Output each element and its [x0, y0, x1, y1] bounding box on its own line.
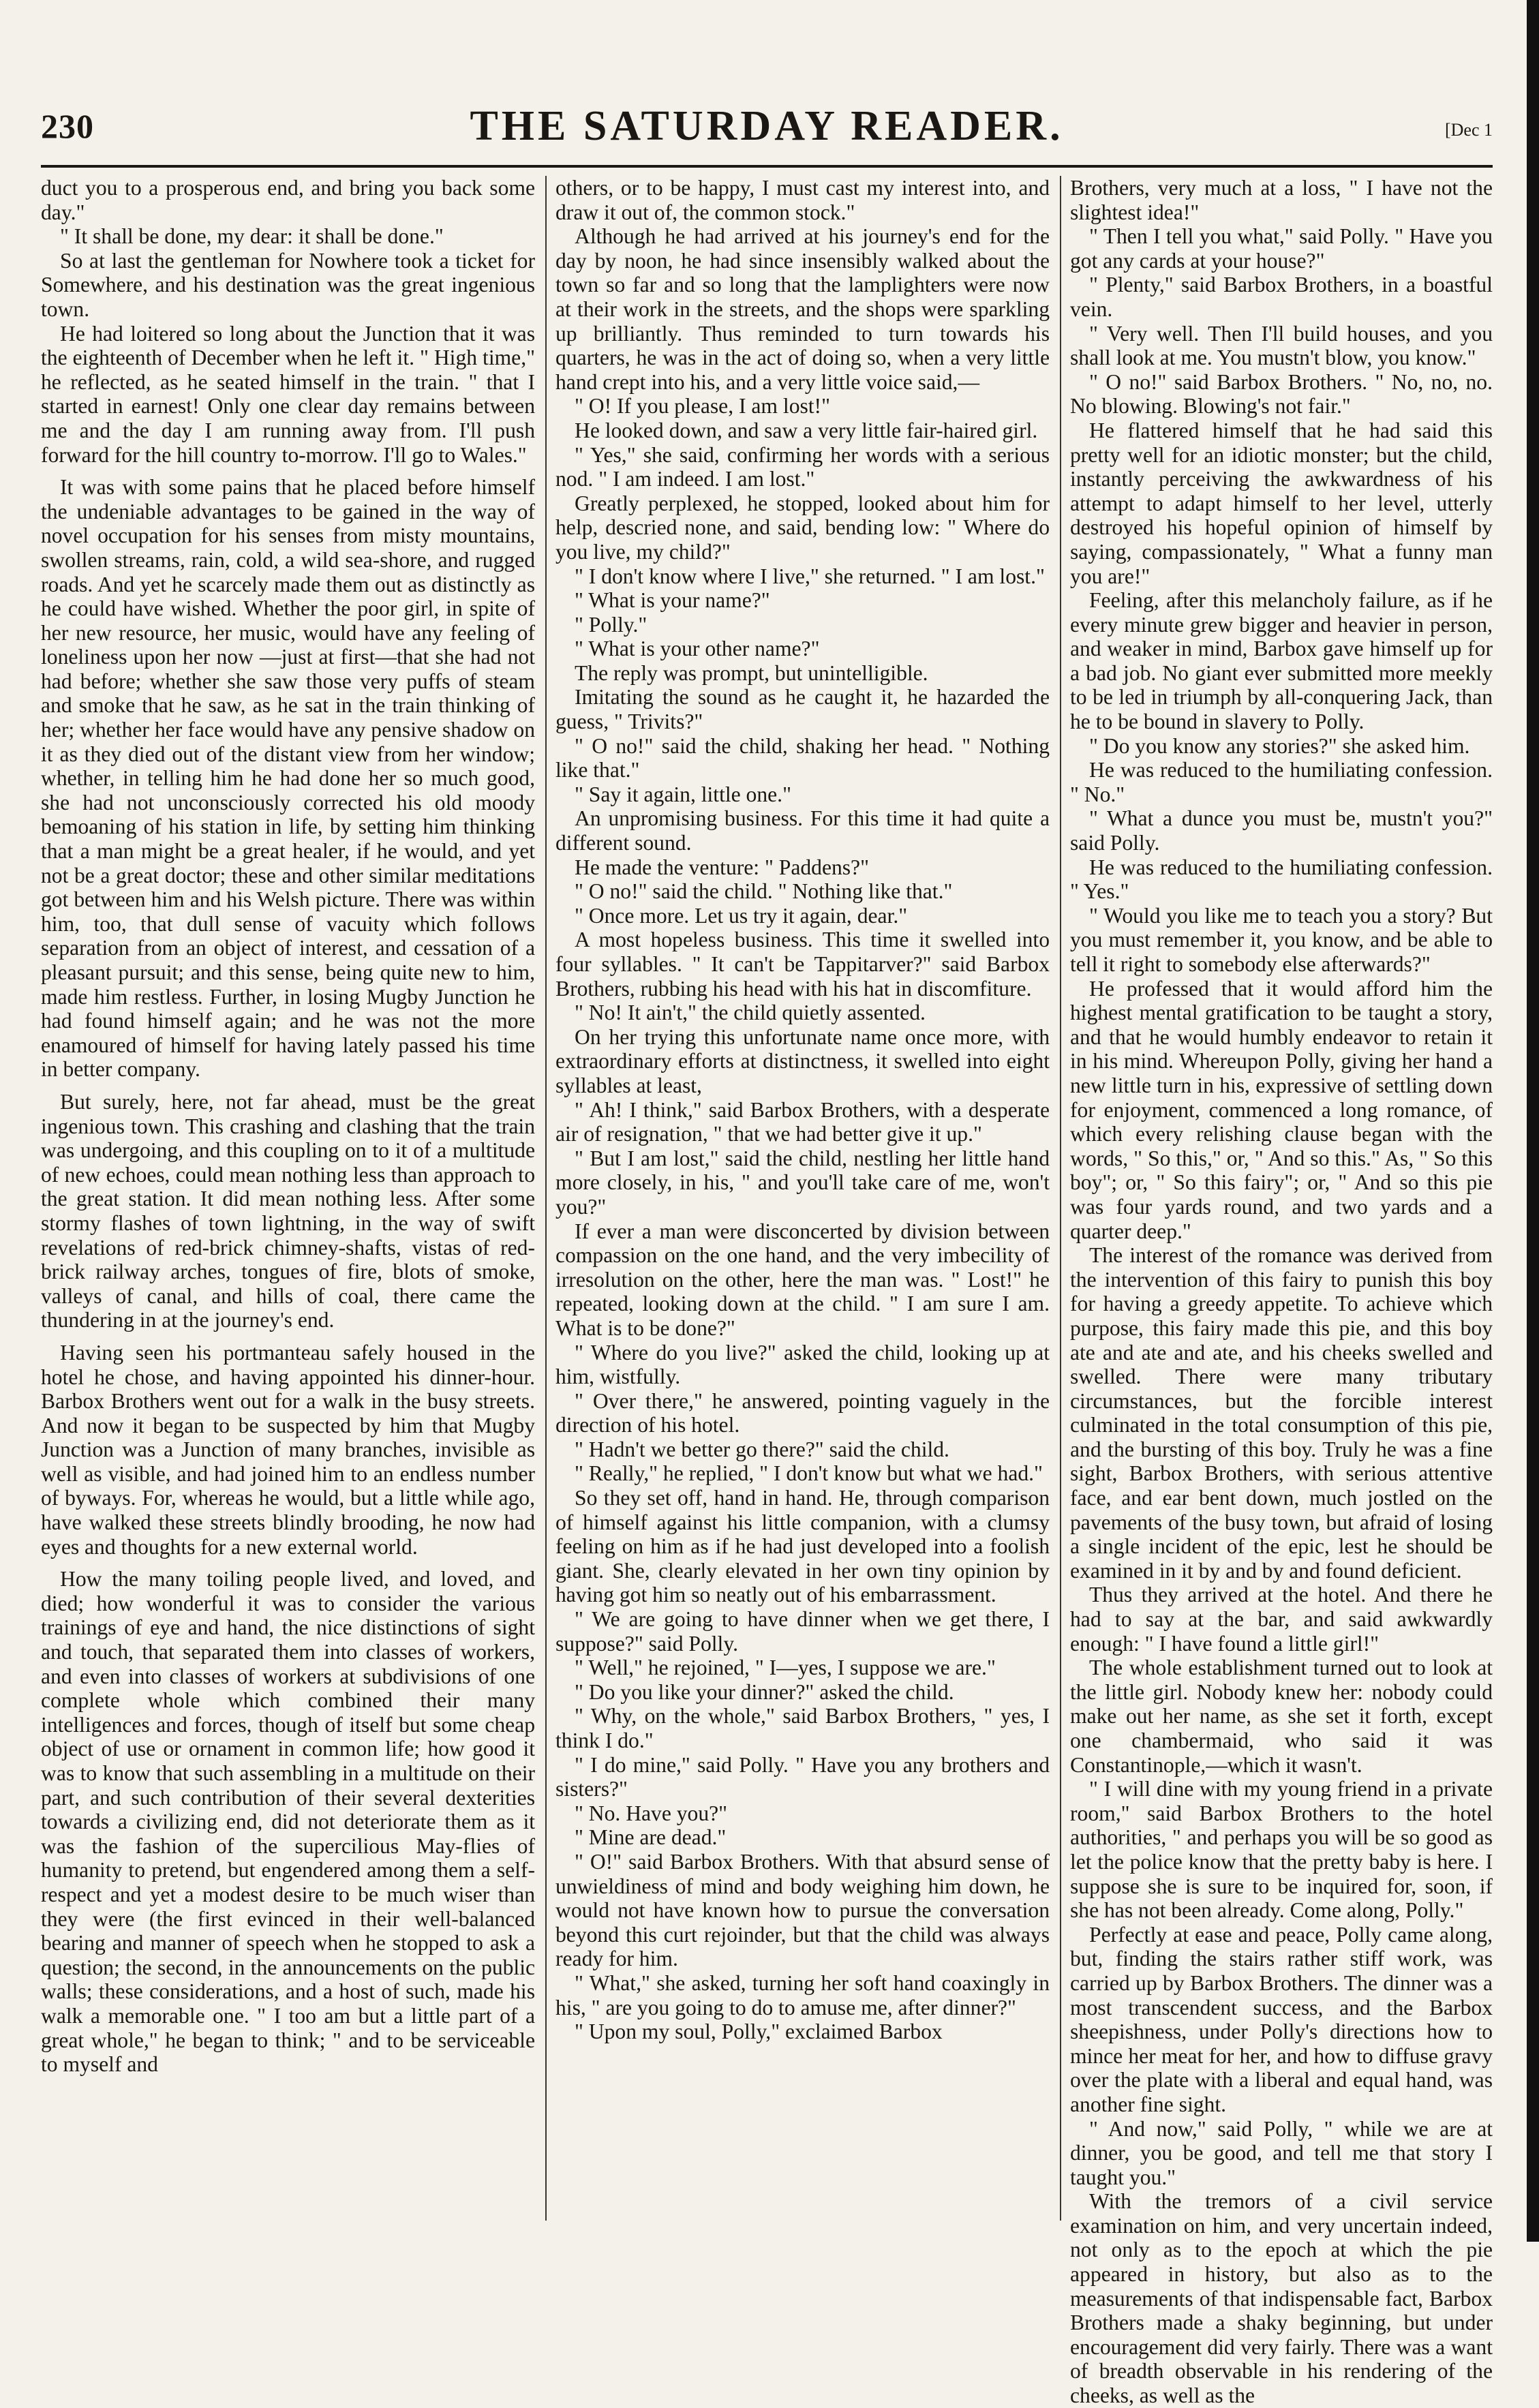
paragraph: " Upon my soul, Polly," exclaimed Barbox	[575, 2020, 943, 2044]
paragraph: Imitating the sound as he caught it, he hazarded the guess, " Trivits?"	[555, 685, 1050, 734]
paragraph: " No! It ain't," the child quietly assented.	[575, 1001, 926, 1025]
paragraph: " I will dine with my young friend in a private room," said Barbox Brothers to the hotel authorities, " and perhaps you will be so good as let the police know that the pretty baby is here. I suppose she is sure to be inquired for, soon, if she has not been already. Come along, Polly."	[1070, 1777, 1493, 1923]
paragraph: " And now," said Polly, " while we are at dinner, you be good, and tell me that story I taught you."	[1070, 2116, 1493, 2189]
paragraph: " Really," he replied, " I don't know but what we had."	[575, 1461, 1043, 1486]
column-2	[555, 176, 1050, 2221]
paragraph: " Do you like your dinner?" asked the child.	[575, 1679, 954, 1704]
paragraph: " No. Have you?"	[575, 1801, 728, 1825]
paragraph: " O!" said Barbox Brothers. With that absurd sense of unwieldiness of mind and body weighing him down, he would not have known how to pursue the conversation beyond this curt rejoinder, but that the child was always ready for him.	[555, 1849, 1050, 1971]
page-header	[41, 102, 1493, 157]
paragraph: " Over there," he answered, pointing vaguely in the direction of his hotel.	[555, 1388, 1050, 1437]
paragraph: Thus they arrived at the hotel. And there he had to say at the bar, and said awkwardly enough: " I have found a little girl!"	[1070, 1583, 1493, 1656]
paragraph: " Why, on the whole," said Barbox Brothers, " yes, I think I do."	[555, 1704, 1050, 1752]
paragraph: Having seen his portmanteau safely housed in the hotel he chose, and having appointed his dinner-hour. Barbox Brothers went out for a walk in the busy streets. And now it began to be suspected by him that Mugby Junction was a Junction of many branches, invisible as well as visible, and had joined him to an endless number of byways. For, whereas he would, but a little while ago, have walked these streets blindly brooding, he now had eyes and thoughts for a new external world.	[41, 1340, 535, 1559]
paragraph: It was with some pains that he placed before himself the undeniable advantages to be gained in the way of novel occupation for his senses from misty mountains, swollen streams, rain, cold, a wild sea-shore, and rugged roads. And yet he scarcely made them out as distinctly as he could have wished. Whether the poor girl, in spite of her new resource, her music, would have any feeling of loneliness upon her now —just at first—that she had not had before; whether she saw those very puffs of steam and smoke that he saw, as he sat in the train thinking of her; whether her face would have any pensive shadow on it as they died out of the distant view from her window; whether, in telling him he had done her so much good, she had not unconsciously corrected his old moody bemoaning of his station in life, by setting him thinking that a man might be a great healer, if he would, and yet not be a great doctor; these and other similar meditations got between him and his Welsh picture. There was within him, too, that dull sense of vacuity which follows separation from an object of interest, and cessation of a pleasant pursuit; and this sense, being quite new to him, made him restless. Further, in losing Mugby Junction he had found himself again; and he was not the more enamoured of himself for having lately passed his time in better company.	[41, 475, 535, 1082]
scan-edge-bar	[1527, 0, 1539, 2242]
paragraph: Feeling, after this melancholy failure, as if he every minute grew bigger and heavier in person, and weaker in mind, Barbox gave himself up for a bad job. No giant ever submitted more meekly to be led in triumph by all-conquering Jack, than he to be bound in slavery to Polly.	[1070, 588, 1493, 734]
header-rule	[41, 165, 1493, 168]
paragraph: The interest of the romance was derived from the intervention of this fairy to punish this boy for having a greedy appetite. To achieve which purpose, this fairy made this pie, and this boy ate and ate and ate, and his cheeks swelled and swelled. There were many tributary circumstances, but the forcible interest culminated in the total consumption of this pie, and the bursting of this boy. Truly he was a fine sight, Barbox Brothers, with serious attentive face, and ear bent down, much jostled on the pavements of the busy town, but afraid of losing a single incident of the epic, lest he should be examined in it by and by and found deficient.	[1070, 1243, 1493, 1583]
paragraph: He flattered himself that he had said this pretty well for an idiotic monster; but the child, instantly perceiving the awkwardness of his attempt to adapt himself to her level, utterly destroyed his hopeful opinion of himself by saying, compassionately, " What a funny man you are!"	[1070, 418, 1493, 588]
paragraph: " I don't know where I live," she returned. " I am lost."	[575, 564, 1045, 588]
paragraph: How the many toiling people lived, and loved, and died; how wonderful it was to consider the various trainings of eye and hand, the nice distinctions of sight and touch, that separated them into classes of workers, and even into classes of workers at subdivisions of one complete whole which combined their many intelligences and forces, though of itself but some cheap object of use or ornament in common life; how good it was to know that such assembling in a multitude on their part, and such contribution of their several dexterities towards a civilizing end, did not deteriorate them as it was the fashion of the supercilious May-flies of humanity to pretend, but engendered among them a self-respect and yet a modest desire to be much wiser than they were (the first evinced in their well-balanced bearing and manner of speech when he stopped to ask a question; the second, in the announcements on the public walls; these considerations, and a host of such, made his walk a memorable one. " I too am but a little part of a great whole," he began to think; " and to be serviceable to myself and	[41, 1567, 535, 2077]
column-divider	[545, 176, 547, 2221]
paragraph: But surely, here, not far ahead, must be the great ingenious town. This crashing and clashing that the train was undergoing, and this coupling on to it of a multitude of new echoes, could mean nothing less than approach to the great station. It did mean nothing less. After some stormy flashes of town lightning, in the way of swift revelations of red-brick chimney-shafts, vistas of red-brick railway arches, tongues of fire, blots of smoke, valleys of canal, and hills of coal, there came the thundering in at the journey's end.	[41, 1089, 535, 1332]
paragraph: " O no!" said Barbox Brothers. " No, no, no. No blowing. Blowing's not fair."	[1070, 369, 1493, 418]
column-3	[1070, 176, 1493, 2408]
paragraph: " O no!" said the child. " Nothing like that."	[575, 879, 953, 904]
paragraph: " Then I tell you what," said Polly. " Have you got any cards at your house?"	[1070, 224, 1493, 273]
paragraph: Brothers, very much at a loss, " I have not the slightest idea!"	[1070, 176, 1493, 224]
paragraph: others, or to be happy, I must cast my interest into, and draw it out of, the common stock."	[555, 176, 1050, 224]
paragraph: " Polly."	[575, 612, 647, 637]
paragraph: duct you to a prosperous end, and bring you back some day."	[41, 176, 535, 224]
paragraph: Perfectly at ease and peace, Polly came along, but, finding the stairs rather stiff work, was carried up by Barbox Brothers. The dinner was a most transcendent success, and the Barbox sheepishness, under Polly's directions how to mince her meat for her, and how to diffuse gravy over the plate with a liberal and equal hand, was another fine sight.	[1070, 1922, 1493, 2116]
paragraph: " Very well. Then I'll build houses, and you shall look at me. You mustn't blow, you know."	[1070, 321, 1493, 370]
paragraph: The whole establishment turned out to look at the little girl. Nobody knew her: nobody could make out her name, as she set it forth, except one chambermaid, who said it was Constantinople,—which it wasn't.	[1070, 1656, 1493, 1777]
paragraph: " O! If you please, I am lost!"	[575, 394, 830, 418]
paragraph: A most hopeless business. This time it swelled into four syllables. " It can't be Tappitarver?" said Barbox Brothers, rubbing his head with his hat in discomfiture.	[555, 928, 1050, 1001]
paragraph: " What is your name?"	[575, 588, 770, 613]
paragraph: He was reduced to the humiliating confession. " No."	[1070, 758, 1493, 806]
paragraph: " But I am lost," said the child, nestling her little hand more closely, in his, " and you'll take care of me, won't you?"	[555, 1146, 1050, 1219]
paragraph: He professed that it would afford him the highest mental gratification to be taught a story, and that he would humbly endeavor to retain it in his mind. Whereupon Polly, giving her hand a new little turn in his, expressive of settling down for enjoyment, commenced a long romance, of which every relishing clause began with the words, " So this," or, " And so this." As, " So this boy"; or, " So this fairy"; or, " And so this pie was four yards round, and two yards and a quarter deep."	[1070, 976, 1493, 1243]
paragraph: " I do mine," said Polly. " Have you any brothers and sisters?"	[555, 1752, 1050, 1801]
paragraph: " Where do you live?" asked the child, looking up at him, wistfully.	[555, 1340, 1050, 1389]
paragraph: " What," she asked, turning her soft hand coaxingly in his, " are you going to do to amuse me, after dinner?"	[555, 1970, 1050, 2020]
paragraph: " Well," he rejoined, " I—yes, I suppose we are."	[575, 1656, 996, 1680]
header-date: [Dec 1	[1444, 120, 1493, 140]
paragraph: " O no!" said the child, shaking her head. " Nothing like that."	[555, 733, 1050, 782]
paragraph: " Once more. Let us try it again, dear."	[575, 903, 908, 928]
text-columns	[41, 176, 1493, 2408]
paragraph: He had loitered so long about the Junction that it was the eighteenth of December when he left it. " High time," he reflected, as he seated himself in the train. " that I started in earnest! Only one clear day remains between me and the day I am running away from. I'll push forward for the hill country to-morrow. I'll go to Wales."	[41, 321, 535, 467]
paragraph: So at last the gentleman for Nowhere took a ticket for Somewhere, and his destination was the great ingenious town.	[41, 248, 535, 321]
paragraph: If ever a man were disconcerted by division between compassion on the one hand, and the very imbecility of irresolution on the other, here the man was. " Lost!" he repeated, looking down at the child. " I am sure I am. What is to be done?"	[555, 1219, 1050, 1340]
paragraph: " What a dunce you must be, mustn't you?" said Polly.	[1070, 806, 1493, 855]
column-divider	[1060, 176, 1061, 2221]
paragraph: " It shall be done, my dear: it shall be done."	[60, 224, 444, 249]
masthead-title: THE SATURDAY READER.	[470, 103, 1064, 149]
paragraph: Greatly perplexed, he stopped, looked about him for help, descried none, and said, bending low: " Where do you live, my child?"	[555, 491, 1050, 564]
paragraph: On her trying this unfortunate name once more, with extraordinary efforts at distinctness, it swelled into eight syllables at least,	[555, 1024, 1050, 1097]
paragraph: " We are going to have dinner when we get there, I suppose?" said Polly.	[555, 1607, 1050, 1656]
paragraph: Although he had arrived at his journey's end for the day by noon, he had since insensibly walked about the town so far and so long that the lamplighters were now at their work in the streets, and the shops were sparkling up brilliantly. Thus reminded to turn towards his quarters, he was in the act of doing so, when a very little hand crept into his, and a very little voice said,—	[555, 224, 1050, 394]
paragraph: " Would you like me to teach you a story? But you must remember it, you know, and be able to tell it right to somebody else afterwards?"	[1070, 903, 1493, 976]
paragraph: He made the venture: " Paddens?"	[575, 855, 869, 879]
paragraph: " Mine are dead."	[575, 1825, 727, 1850]
paragraph: The reply was prompt, but unintelligible.	[575, 660, 928, 685]
paragraph: " Do you know any stories?" she asked him.	[1089, 733, 1470, 758]
paragraph: " Ah! I think," said Barbox Brothers, with a desperate air of resignation, " that we had better give it up."	[555, 1097, 1050, 1146]
paragraph: With the tremors of a civil service examination on him, and very uncertain indeed, not only as to the epoch at which the pie appeared in history, but also as to the measurements of that indispensable fact, Barbox Brothers made a shaky beginning, but under encouragement did very fairly. There was a want of breadth observable in his rendering of the cheeks, as well as the	[1070, 2189, 1493, 2408]
column-1	[41, 176, 535, 2221]
paragraph: An unpromising business. For this time it had quite a different sound.	[555, 806, 1050, 855]
paragraph: " Say it again, little one."	[575, 782, 791, 806]
page-number: 230	[41, 107, 94, 145]
paragraph: " What is your other name?"	[575, 637, 820, 661]
paragraph: He looked down, and saw a very little fair-haired girl.	[575, 418, 1038, 442]
paragraph: " Hadn't we better go there?" said the child.	[575, 1437, 949, 1461]
paragraph: So they set off, hand in hand. He, through comparison of himself against his little companion, with a clumsy feeling on him as if he had just developed into a foolish giant. She, clearly elevated in her own tiny opinion by having got him so neatly out of his embarrassment.	[555, 1486, 1050, 1607]
paragraph: " Plenty," said Barbox Brothers, in a boastful vein.	[1070, 273, 1493, 321]
paragraph: " Yes," she said, confirming her words with a serious nod. " I am indeed. I am lost."	[555, 442, 1050, 491]
paragraph: He was reduced to the humiliating confession. " Yes."	[1070, 855, 1493, 904]
